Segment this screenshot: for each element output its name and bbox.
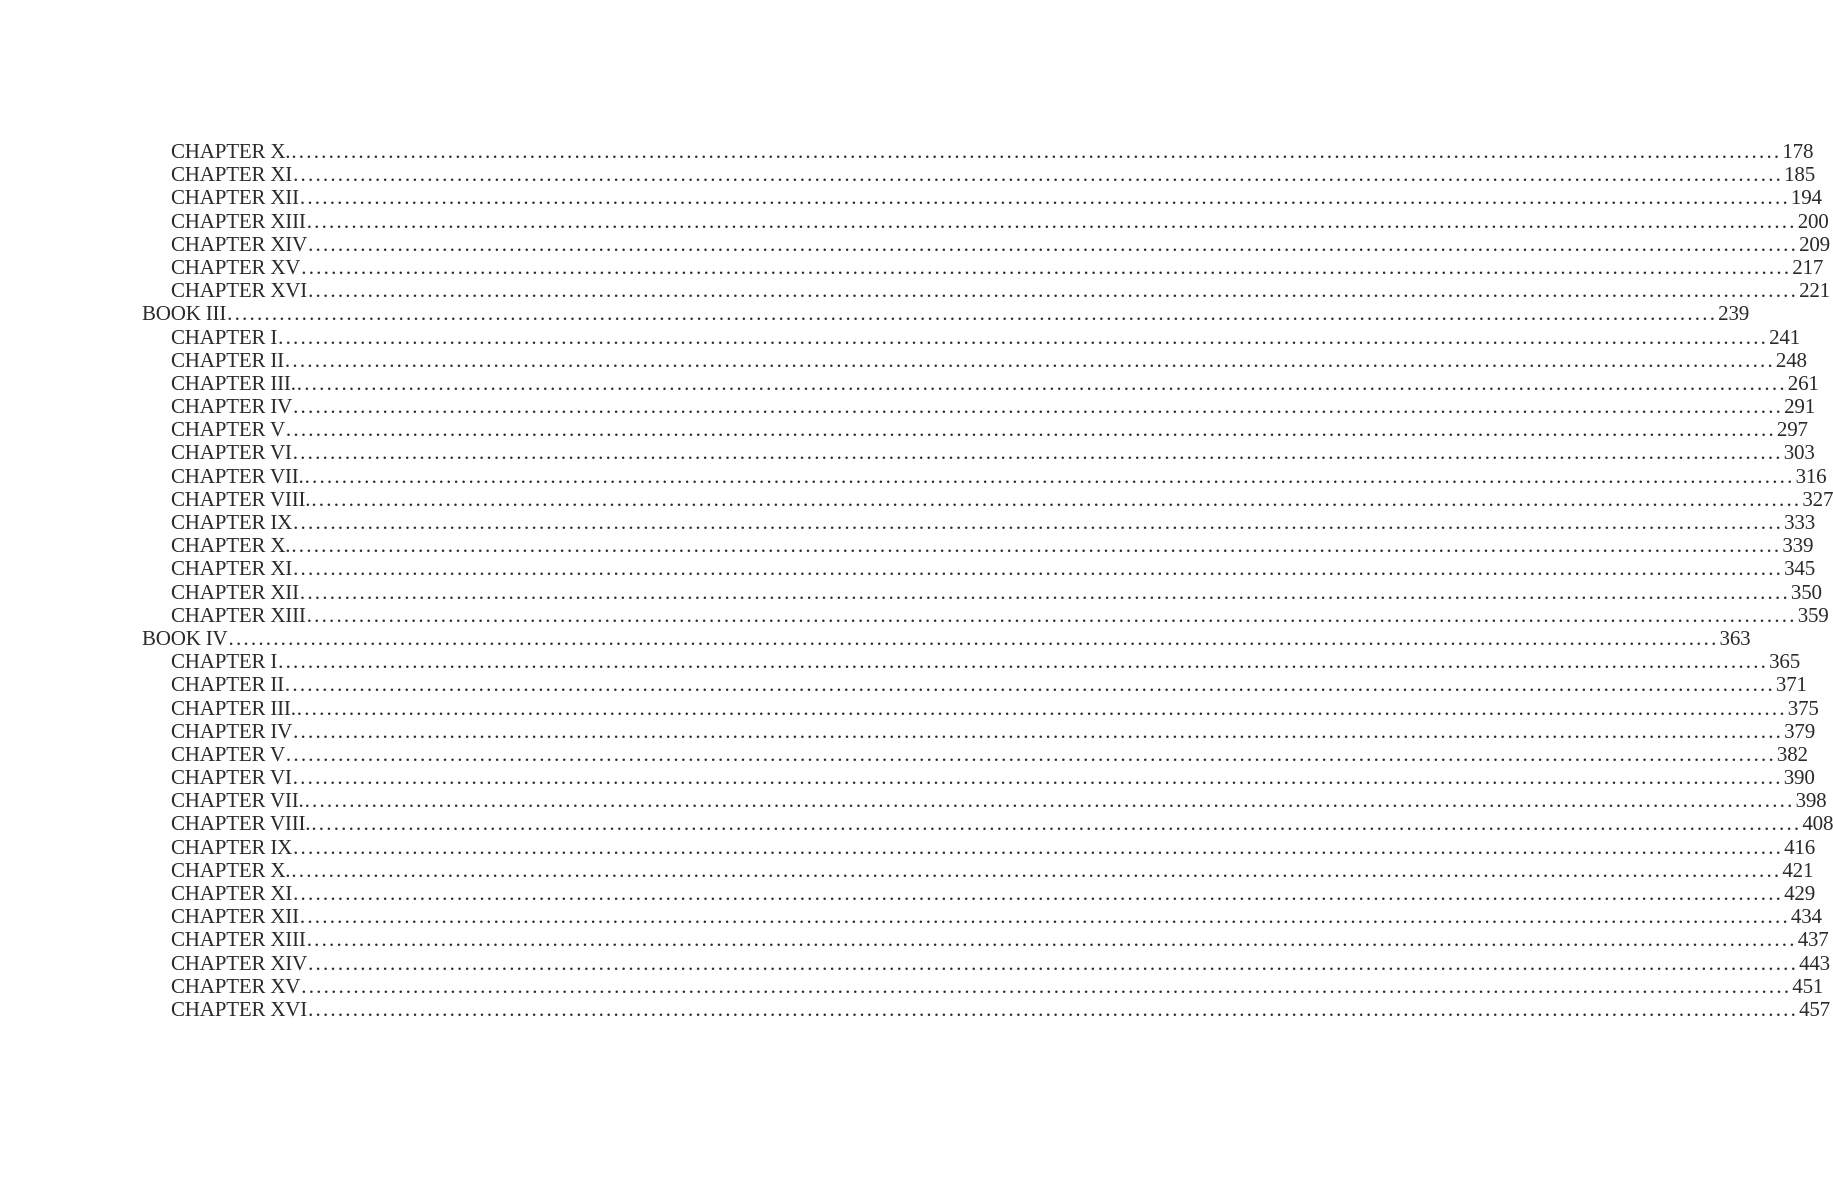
toc-entry-page-number: 178 xyxy=(1782,139,1814,163)
toc-entry-chapter[interactable] xyxy=(142,185,1822,210)
dot-leader: ........................................................................................................................................................................................................ xyxy=(293,510,1784,534)
dot-leader: ........................................................................................................................................................................................................ xyxy=(293,556,1784,581)
toc-entry-chapter[interactable] xyxy=(142,904,1822,929)
toc-entry-chapter[interactable] xyxy=(142,324,1801,349)
toc-entry-label: CHAPTER XIV xyxy=(171,950,308,975)
toc-entry-label: CHAPTER IX xyxy=(171,834,293,859)
dot-leader: ........................................................................................................................................................................................................ xyxy=(306,927,1797,952)
toc-entry-chapter[interactable] xyxy=(142,695,1819,720)
toc-entry-label: CHAPTER VI xyxy=(171,440,292,465)
toc-entry-chapter[interactable] xyxy=(142,857,1814,882)
toc-entry-label: CHAPTER X. xyxy=(171,139,291,163)
toc-entry-page-number: 316 xyxy=(1795,463,1827,488)
dot-leader: ........................................................................................................................................................................................................ xyxy=(304,788,1795,813)
toc-entry-label: CHAPTER XIII xyxy=(171,602,306,627)
toc-entry-chapter[interactable] xyxy=(142,881,1815,905)
toc-entry-page-number: 437 xyxy=(1797,927,1829,952)
toc-entry-label: CHAPTER IV xyxy=(171,394,293,419)
toc-entry-page-number: 217 xyxy=(1792,254,1824,279)
toc-entry-page-number: 209 xyxy=(1799,231,1830,256)
toc-entry-label: CHAPTER X. xyxy=(171,857,291,882)
toc-entry-label: CHAPTER XI xyxy=(171,556,293,581)
toc-entry-page-number: 359 xyxy=(1797,602,1829,627)
toc-entry-label: CHAPTER VIII. xyxy=(171,486,311,511)
toc-entry-chapter[interactable] xyxy=(142,765,1815,790)
toc-entry-label: CHAPTER XV xyxy=(171,254,301,279)
dot-leader: ........................................................................................................................................................................................................ xyxy=(291,139,1782,163)
toc-entry-page-number: 408 xyxy=(1802,811,1833,836)
toc-entry-label: CHAPTER XI xyxy=(171,162,293,187)
dot-leader: ........................................................................................................................................................................................................ xyxy=(304,463,1795,488)
dot-leader: ........................................................................................................................................................................................................ xyxy=(278,324,1769,349)
toc-entry-page-number: 345 xyxy=(1784,556,1815,581)
dot-leader: ........................................................................................................................................................................................................ xyxy=(285,417,1776,442)
toc-entry-page-number: 451 xyxy=(1792,973,1824,998)
toc-entry-chapter[interactable] xyxy=(142,394,1815,419)
dot-leader: ........................................................................................................................................................................................................ xyxy=(293,162,1784,187)
toc-entry-label: CHAPTER XII xyxy=(171,579,299,604)
toc-entry-page-number: 457 xyxy=(1799,996,1830,1021)
dot-leader: ........................................................................................................................................................................................................ xyxy=(285,741,1776,766)
toc-entry-page-number: 443 xyxy=(1799,950,1830,975)
toc-entry-chapter[interactable] xyxy=(142,370,1819,395)
dot-leader: ........................................................................................................................................................................................................ xyxy=(278,649,1769,674)
toc-entry-label: CHAPTER II xyxy=(171,347,284,372)
toc-entry-label: CHAPTER XI xyxy=(171,881,293,905)
toc-entry-page-number: 416 xyxy=(1784,834,1815,859)
toc-entry-page-number: 434 xyxy=(1790,904,1822,929)
toc-entry-label: CHAPTER IV xyxy=(171,718,293,743)
toc-entry-chapter[interactable] xyxy=(142,510,1815,534)
toc-entry-page-number: 239 xyxy=(1718,301,1750,326)
dot-leader: ........................................................................................................................................................................................................ xyxy=(306,208,1797,233)
toc-entry-label: CHAPTER VI xyxy=(171,765,292,790)
toc-entry-page-number: 291 xyxy=(1784,394,1815,419)
toc-entry-chapter[interactable] xyxy=(142,672,1807,697)
toc-entry-label: CHAPTER II xyxy=(171,672,284,697)
toc-entry-chapter[interactable] xyxy=(142,417,1808,442)
toc-entry-page-number: 339 xyxy=(1782,533,1814,558)
toc-entry-page-number: 185 xyxy=(1784,162,1815,187)
toc-entry-page-number: 363 xyxy=(1719,625,1751,650)
dot-leader: ........................................................................................................................................................................................................ xyxy=(293,394,1784,419)
toc-entry-page-number: 365 xyxy=(1769,649,1801,674)
toc-entry-label: CHAPTER III. xyxy=(171,370,296,395)
toc-entry-label: CHAPTER XIII xyxy=(171,927,306,952)
toc-entry-book[interactable] xyxy=(142,301,1750,326)
dot-leader: ........................................................................................................................................................................................................ xyxy=(311,486,1802,511)
toc-entry-page-number: 241 xyxy=(1769,324,1801,349)
toc-entry-label: CHAPTER IX xyxy=(171,510,293,534)
dot-leader: ........................................................................................................................................................................................................ xyxy=(291,857,1782,882)
toc-entry-chapter[interactable] xyxy=(142,231,1830,256)
dot-leader: ........................................................................................................................................................................................................ xyxy=(308,231,1799,256)
toc-entry-chapter[interactable] xyxy=(142,486,1833,511)
toc-entry-chapter[interactable] xyxy=(142,973,1824,998)
dot-leader: ........................................................................................................................................................................................................ xyxy=(293,718,1784,743)
toc-entry-label: CHAPTER XVI xyxy=(171,278,308,303)
toc-entry-label: CHAPTER V xyxy=(171,417,285,442)
toc-entry-chapter[interactable] xyxy=(142,996,1830,1021)
dot-leader: ........................................................................................................................................................................................................ xyxy=(284,347,1775,372)
toc-entry-page-number: 333 xyxy=(1784,510,1815,534)
toc-entry-chapter[interactable] xyxy=(142,533,1814,558)
toc-entry-chapter[interactable] xyxy=(142,347,1807,372)
toc-entry-chapter[interactable] xyxy=(142,788,1827,813)
toc-entry-chapter[interactable] xyxy=(142,162,1815,187)
toc-entry-page-number: 194 xyxy=(1790,185,1822,210)
toc-entry-page-number: 398 xyxy=(1795,788,1827,813)
table-of-contents xyxy=(142,139,1833,1021)
toc-entry-label: CHAPTER XVI xyxy=(171,996,308,1021)
dot-leader: ........................................................................................................................................................................................................ xyxy=(292,765,1783,790)
toc-entry-label: CHAPTER XIV xyxy=(171,231,308,256)
dot-leader: ........................................................................................................................................................................................................ xyxy=(299,185,1790,210)
dot-leader: ........................................................................................................................................................................................................ xyxy=(301,254,1792,279)
toc-entry-label: BOOK III xyxy=(142,301,227,326)
toc-entry-chapter[interactable] xyxy=(142,208,1829,233)
toc-entry-chapter[interactable] xyxy=(142,278,1830,303)
dot-leader: ........................................................................................................................................................................................................ xyxy=(228,625,1719,650)
toc-entry-label: CHAPTER XII xyxy=(171,904,299,929)
dot-leader: ........................................................................................................................................................................................................ xyxy=(296,695,1787,720)
toc-entry-chapter[interactable] xyxy=(142,718,1815,743)
toc-entry-page-number: 248 xyxy=(1775,347,1807,372)
toc-entry-chapter[interactable] xyxy=(142,834,1815,859)
toc-entry-book[interactable] xyxy=(142,625,1751,650)
toc-entry-chapter[interactable] xyxy=(142,579,1822,604)
toc-entry-chapter[interactable] xyxy=(142,440,1815,465)
dot-leader: ........................................................................................................................................................................................................ xyxy=(308,278,1799,303)
dot-leader: ........................................................................................................................................................................................................ xyxy=(301,973,1792,998)
toc-entry-page-number: 327 xyxy=(1802,486,1833,511)
dot-leader: ........................................................................................................................................................................................................ xyxy=(311,811,1802,836)
dot-leader: ........................................................................................................................................................................................................ xyxy=(293,834,1784,859)
toc-entry-label: CHAPTER VIII. xyxy=(171,811,311,836)
toc-entry-page-number: 421 xyxy=(1782,857,1814,882)
toc-entry-label: CHAPTER III. xyxy=(171,695,296,720)
toc-entry-chapter[interactable] xyxy=(142,463,1827,488)
toc-entry-page-number: 375 xyxy=(1787,695,1819,720)
toc-entry-chapter[interactable] xyxy=(142,602,1829,627)
dot-leader: ........................................................................................................................................................................................................ xyxy=(227,301,1718,326)
dot-leader: ........................................................................................................................................................................................................ xyxy=(291,533,1782,558)
toc-entry-page-number: 379 xyxy=(1784,718,1815,743)
toc-entry-chapter[interactable] xyxy=(142,811,1833,836)
toc-entry-page-number: 200 xyxy=(1797,208,1829,233)
toc-entry-page-number: 261 xyxy=(1787,370,1819,395)
toc-entry-label: CHAPTER XV xyxy=(171,973,301,998)
toc-entry-label: CHAPTER I xyxy=(171,649,278,674)
toc-entry-page-number: 371 xyxy=(1775,672,1807,697)
toc-entry-chapter[interactable] xyxy=(142,927,1829,952)
toc-entry-label: CHAPTER XII xyxy=(171,185,299,210)
dot-leader: ........................................................................................................................................................................................................ xyxy=(296,370,1787,395)
dot-leader: ........................................................................................................................................................................................................ xyxy=(293,881,1784,905)
toc-entry-label: BOOK IV xyxy=(142,625,228,650)
toc-entry-page-number: 297 xyxy=(1776,417,1808,442)
dot-leader: ........................................................................................................................................................................................................ xyxy=(299,579,1790,604)
toc-entry-page-number: 221 xyxy=(1799,278,1830,303)
toc-entry-page-number: 303 xyxy=(1783,440,1815,465)
toc-entry-chapter[interactable] xyxy=(142,950,1830,975)
toc-entry-chapter[interactable] xyxy=(142,556,1815,581)
dot-leader: ........................................................................................................................................................................................................ xyxy=(308,950,1799,975)
dot-leader: ........................................................................................................................................................................................................ xyxy=(299,904,1790,929)
toc-entry-page-number: 390 xyxy=(1783,765,1815,790)
toc-entry-label: CHAPTER VII. xyxy=(171,463,304,488)
dot-leader: ........................................................................................................................................................................................................ xyxy=(292,440,1783,465)
toc-entry-page-number: 350 xyxy=(1790,579,1822,604)
toc-entry-chapter[interactable] xyxy=(142,649,1801,674)
toc-entry-chapter[interactable] xyxy=(142,254,1824,279)
toc-entry-label: CHAPTER X. xyxy=(171,533,291,558)
toc-entry-label: CHAPTER I xyxy=(171,324,278,349)
toc-entry-page-number: 429 xyxy=(1784,881,1815,905)
dot-leader: ........................................................................................................................................................................................................ xyxy=(308,996,1799,1021)
toc-entry-page-number: 382 xyxy=(1776,741,1808,766)
toc-entry-chapter[interactable] xyxy=(142,139,1814,163)
toc-entry-label: CHAPTER XIII xyxy=(171,208,306,233)
toc-entry-chapter[interactable] xyxy=(142,741,1808,766)
toc-entry-label: CHAPTER V xyxy=(171,741,285,766)
toc-entry-label: CHAPTER VII. xyxy=(171,788,304,813)
dot-leader: ........................................................................................................................................................................................................ xyxy=(284,672,1775,697)
dot-leader: ........................................................................................................................................................................................................ xyxy=(306,602,1797,627)
